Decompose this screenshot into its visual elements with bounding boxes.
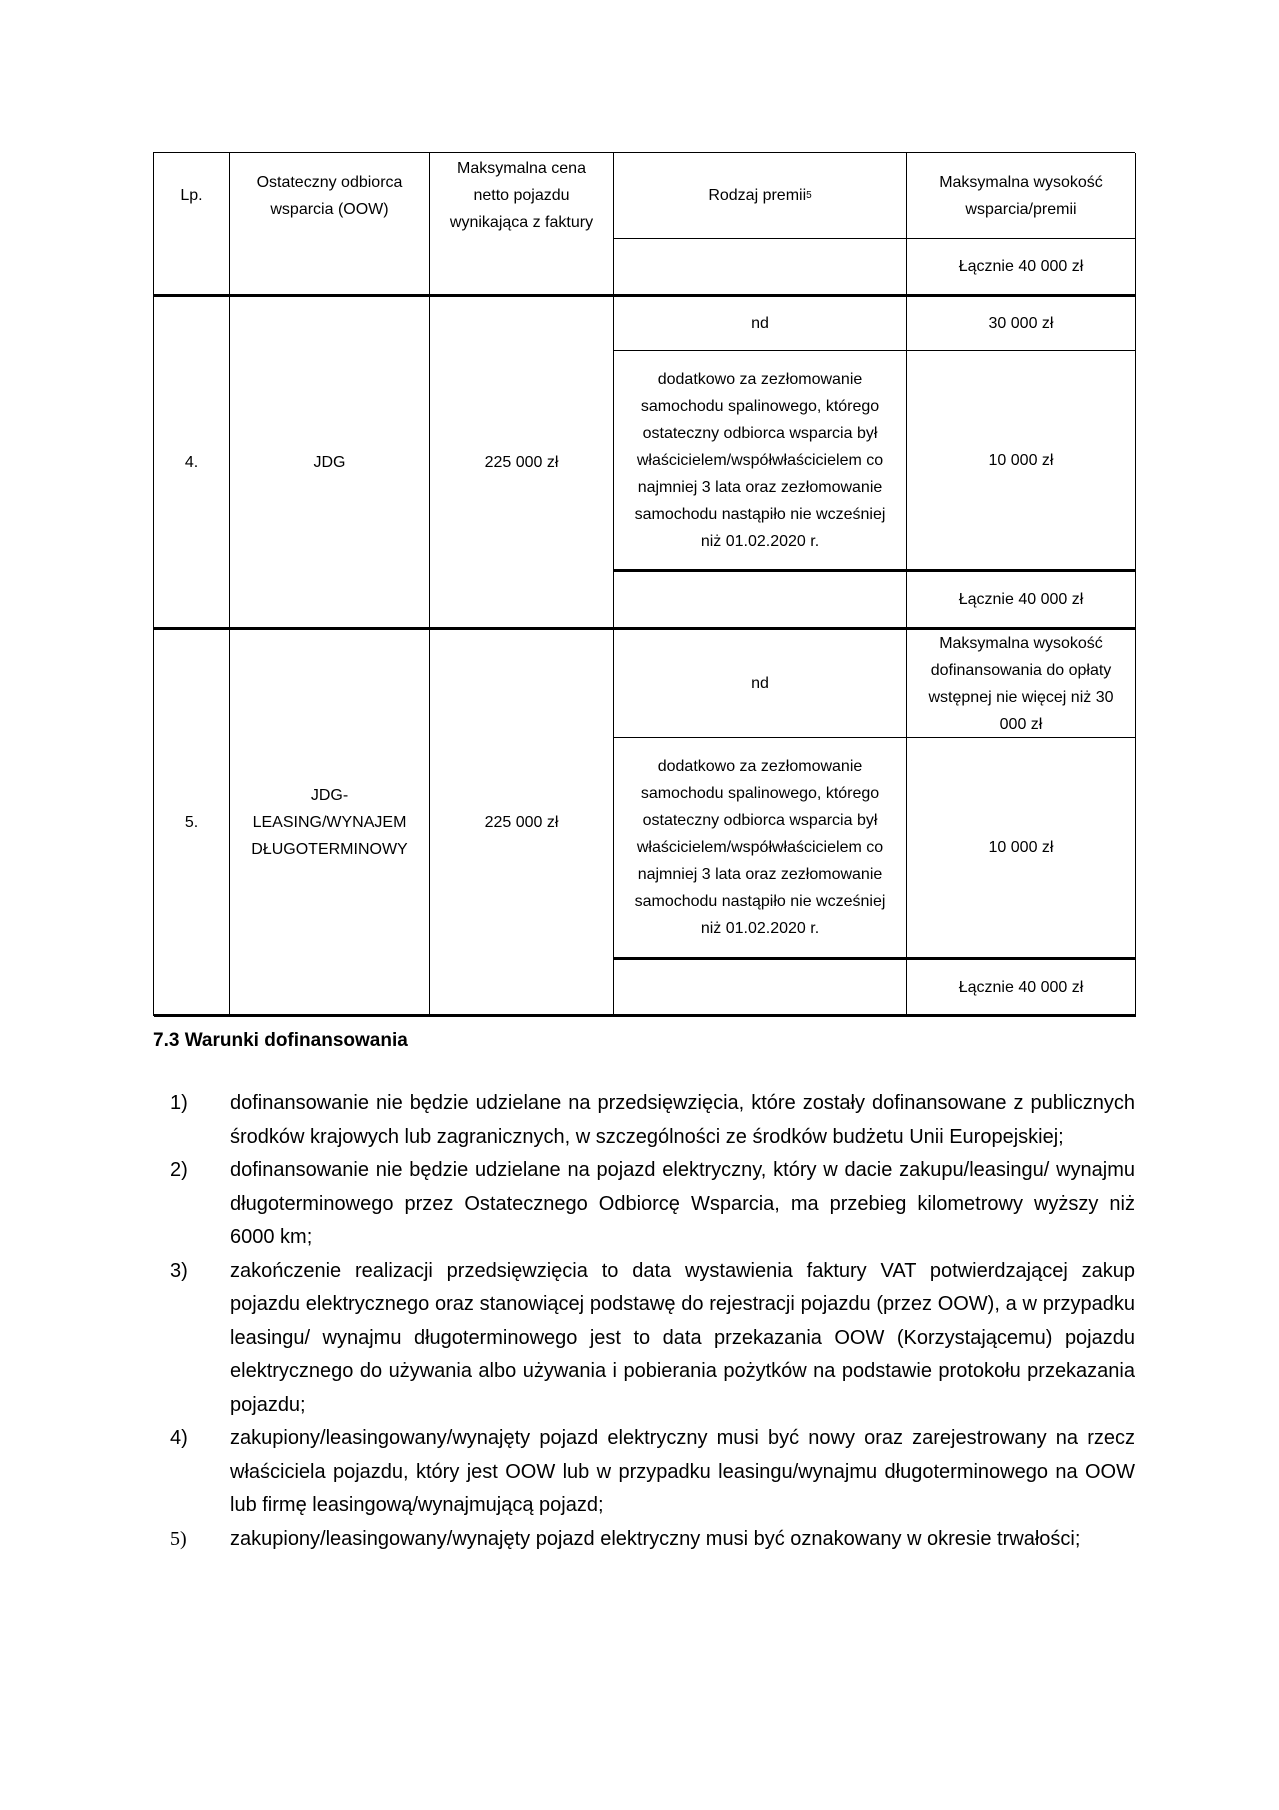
top-total: Łącznie 40 000 zł: [958, 258, 1084, 275]
premium-table: [153, 152, 1135, 1016]
list-item: [153, 1255, 1135, 1423]
table-vline: [1135, 153, 1136, 1016]
row-5-lp: 5.: [184, 813, 199, 831]
header-oow: Ostateczny odbiorca wsparcia (OOW): [256, 173, 403, 218]
section-heading: 7.3 Warunki dofinansowania: [153, 1030, 408, 1051]
row-5-price: 225 000 zł: [484, 813, 559, 831]
header-premium-type-label: Rodzaj premii: [708, 187, 807, 204]
row-5-total: Łącznie 40 000 zł: [958, 978, 1084, 996]
row-5-base-amount: Maksymalna wysokość dofinansowania do opłaty wstępnej nie więcej niż 30 000 zł: [928, 634, 1114, 733]
list-item-number: 4): [170, 1427, 188, 1449]
table-hline: [154, 1014, 1136, 1017]
row-4-total: Łącznie 40 000 zł: [958, 591, 1084, 608]
list-item: [153, 1422, 1135, 1523]
row-4-extra-type: dodatkowo za zezłomowanie samochodu spalinowego, którego ostateczny odbiorca wsparcia był właścicielem/współwłaścicielem co najmniej 3 lata oraz zezłomowanie samochodu nastąpiło nie wcześniej niż 01.02.2020 r.: [634, 370, 886, 550]
list-item-number: 5): [170, 1527, 187, 1550]
list-item-text: zakupiony/leasingowany/wynajęty pojazd elektryczny musi być nowy oraz zarejestrowany na rzecz właściciela pojazdu, który jest OOW lub w przypadku leasingu/wynajmu długoterminowego na OOW lub firmę leasingową/wynajmującą pojazd;: [230, 1427, 1135, 1516]
row-4-lp: 4.: [184, 453, 199, 471]
row-5-extra-type: dodatkowo za zezłomowanie samochodu spalinowego, którego ostateczny odbiorca wsparcia był właścicielem/współwłaścicielem co najmniej 3 lata oraz zezłomowanie samochodu nastąpiło nie wcześniej niż 01.02.2020 r.: [634, 758, 886, 937]
row-4-base-type: nd: [751, 315, 769, 332]
row-5-oow: JDG-LEASING/WYNAJEM DŁUGOTERMINOWY: [251, 786, 408, 858]
list-item: [153, 1154, 1135, 1255]
list-item-number: 1): [170, 1092, 188, 1114]
list-item-text: zakończenie realizacji przedsięwzięcia to data wystawienia faktury VAT potwierdzającej zakup pojazdu elektrycznego oraz stanowiącej podstawę do rejestracji pojazdu (przez OOW), a w przypadku leasingu/ wynajmu długoterminowego jest to data przekazania OOW (Korzystającemu) pojazdu elektrycznego do używania albo używania i pobierania pożytków na podstawie protokołu przekazania pojazdu;: [230, 1259, 1135, 1416]
list-item-number: 2): [170, 1159, 188, 1181]
row-4-price: 225 000 zł: [484, 453, 559, 471]
header-price: Maksymalna cena netto pojazdu wynikająca z faktury: [449, 160, 594, 231]
list-item-text: dofinansowanie nie będzie udzielane na przedsięwzięcia, które zostały dofinansowane z publicznych środków krajowych lub zagranicznych, w szczególności ze środków budżetu Unii Europejskiej;: [230, 1092, 1135, 1148]
row-5-extra-amount: 10 000 zł: [988, 839, 1054, 856]
header-lp: Lp.: [180, 187, 203, 204]
conditions-list: [153, 1087, 1135, 1556]
list-item: [153, 1523, 1135, 1557]
list-item-number: 3): [170, 1259, 188, 1282]
header-premium-type: Rodzaj premii 5: [614, 153, 906, 238]
row-5-base-type: nd: [751, 675, 769, 692]
list-item-text: zakupiony/leasingowany/wynajęty pojazd elektryczny musi być oznakowany w okresie trwałości;: [230, 1527, 1081, 1550]
row-4-oow: JDG: [313, 453, 346, 471]
list-item: [153, 1087, 1135, 1154]
list-item-text: dofinansowanie nie będzie udzielane na pojazd elektryczny, który w dacie zakupu/leasingu/ wynajmu długoterminowego przez Ostatecznego Odbiorcę Wsparcia, ma przebieg kilometrowy wyższy niż 6000 km;: [230, 1159, 1135, 1248]
row-4-extra-amount: 10 000 zł: [988, 451, 1054, 469]
row-4-base-amount: 30 000 zł: [988, 315, 1054, 332]
header-max-support: Maksymalna wysokość wsparcia/premii: [939, 173, 1103, 218]
